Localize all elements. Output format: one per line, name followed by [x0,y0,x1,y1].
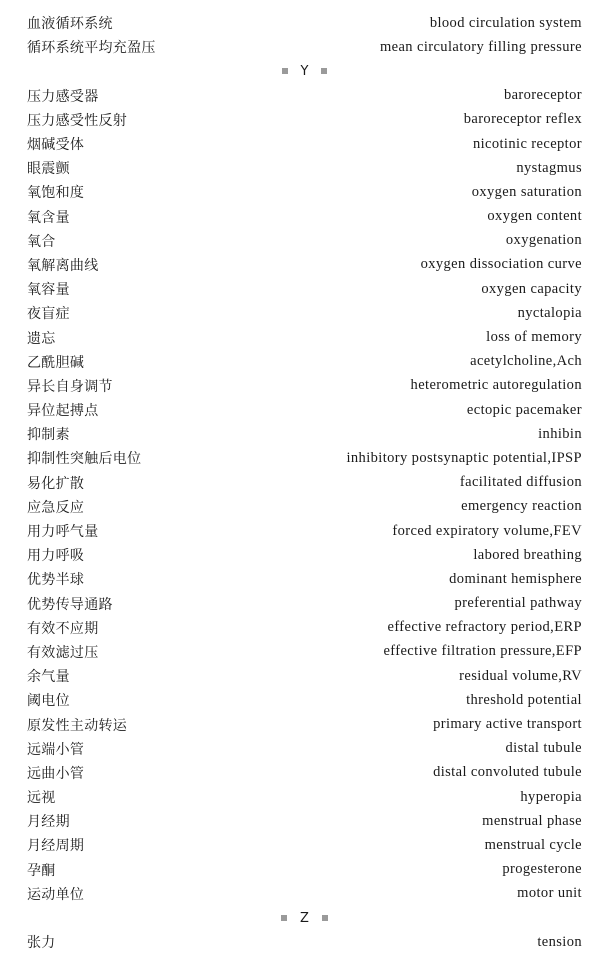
chinese-term: 月经周期 [27,838,85,855]
english-term: facilitated diffusion [459,474,582,491]
chinese-term: 抑制性突触后电位 [27,451,142,468]
english-term: oxygen capacity [481,280,582,297]
english-term: progesterone [502,861,582,878]
english-term: oxygenation [505,232,582,249]
section-divider [0,906,609,930]
english-term: hyperopia [520,788,582,805]
chinese-term: 血液循环系统 [27,16,113,33]
english-term: emergency reaction [461,498,582,515]
english-term: distal tubule [505,740,582,757]
english-term: preferential pathway [454,595,582,612]
glossary-entry [0,640,609,664]
english-term: ectopic pacemaker [466,401,582,418]
glossary-entry [0,398,609,422]
glossary-entry [0,519,609,543]
section-letter: Z [300,910,309,926]
glossary-entry [0,11,609,35]
glossary-entry [0,858,609,882]
glossary-entry [0,495,609,519]
english-term: loss of memory [486,329,582,346]
glossary-entry [0,350,609,374]
chinese-term: 异长自身调节 [27,378,113,395]
english-term: residual volume,RV [459,667,582,684]
english-term: inhibin [538,425,582,442]
chinese-term: 压力感受性反射 [27,112,128,129]
square-bullet-icon [282,68,288,74]
english-term: baroreceptor reflex [463,111,582,128]
chinese-term: 异位起搏点 [27,403,99,420]
chinese-term: 月经期 [27,814,70,831]
glossary-entry [0,712,609,736]
glossary-entry [0,688,609,712]
english-term: blood circulation system [429,14,582,31]
glossary-entry [0,325,609,349]
glossary-entry [0,446,609,470]
english-term: motor unit [517,885,582,902]
glossary-entry [0,301,609,325]
english-term: oxygen dissociation curve [420,256,582,273]
glossary-entry [0,229,609,253]
glossary-entry [0,84,609,108]
english-term: oxygen saturation [471,183,582,200]
english-term: primary active transport [433,716,582,733]
chinese-term: 氧合 [27,233,56,250]
glossary-entry [0,422,609,446]
chinese-term: 远曲小管 [27,765,85,782]
glossary-entry [0,664,609,688]
chinese-term: 应急反应 [27,499,85,516]
english-term: nystagmus [516,159,582,176]
glossary-entry [0,35,609,59]
chinese-term: 张力 [27,935,56,952]
english-term: nyctalopia [517,304,582,321]
glossary-entry [0,132,609,156]
english-term: oxygen content [487,208,582,225]
chinese-term: 优势半球 [27,572,85,589]
glossary-entry [0,374,609,398]
english-term: effective filtration pressure,EFP [383,643,582,660]
glossary-entry [0,277,609,301]
english-term: labored breathing [473,546,582,563]
square-bullet-icon [321,68,327,74]
glossary-entry [0,785,609,809]
chinese-term: 原发性主动转运 [27,717,128,734]
chinese-term: 有效不应期 [27,620,99,637]
english-term: inhibitory postsynaptic potential,IPSP [346,449,582,466]
glossary-entry [0,108,609,132]
glossary-entry [0,616,609,640]
chinese-term: 阈电位 [27,693,70,710]
chinese-term: 孕酮 [27,862,56,879]
glossary-list [0,11,609,954]
chinese-term: 遗忘 [27,330,56,347]
glossary-entry [0,253,609,277]
glossary-entry [0,156,609,180]
glossary-entry [0,205,609,229]
english-term: baroreceptor [503,87,582,104]
glossary-entry [0,180,609,204]
chinese-term: 抑制素 [27,427,70,444]
square-bullet-icon [281,915,287,921]
english-term: distal convoluted tubule [433,764,582,781]
english-term: menstrual phase [482,812,582,829]
glossary-entry [0,882,609,906]
glossary-entry [0,761,609,785]
chinese-term: 优势传导通路 [27,596,113,613]
english-term: nicotinic receptor [472,135,582,152]
chinese-term: 余气量 [27,669,70,686]
english-term: mean circulatory filling pressure [379,38,582,55]
glossary-entry [0,930,609,954]
chinese-term: 有效滤过压 [27,644,99,661]
chinese-term: 易化扩散 [27,475,85,492]
glossary-entry [0,833,609,857]
english-term: acetylcholine,Ach [470,353,582,370]
glossary-entry [0,543,609,567]
english-term: effective refractory period,ERP [387,619,582,636]
chinese-term: 氧含量 [27,209,70,226]
english-term: forced expiratory volume,FEV [392,522,582,539]
english-term: dominant hemisphere [449,570,582,587]
chinese-term: 用力呼气量 [27,524,99,541]
glossary-entry [0,592,609,616]
section-letter: Y [300,63,309,79]
glossary-entry [0,737,609,761]
chinese-term: 夜盲症 [27,306,70,323]
english-term: tension [537,933,582,950]
chinese-term: 远端小管 [27,741,85,758]
chinese-term: 远视 [27,790,56,807]
english-term: menstrual cycle [484,836,582,853]
chinese-term: 压力感受器 [27,88,99,105]
english-term: threshold potential [466,691,582,708]
chinese-term: 氧饱和度 [27,185,85,202]
chinese-term: 运动单位 [27,886,85,903]
chinese-term: 乙酰胆碱 [27,354,85,371]
chinese-term: 烟碱受体 [27,137,85,154]
glossary-entry [0,809,609,833]
chinese-term: 氧容量 [27,282,70,299]
chinese-term: 循环系统平均充盈压 [27,40,156,57]
english-term: heterometric autoregulation [410,377,582,394]
square-bullet-icon [322,915,328,921]
glossary-entry [0,567,609,591]
section-divider [0,59,609,83]
glossary-entry [0,471,609,495]
chinese-term: 用力呼吸 [27,548,85,565]
chinese-term: 氧解离曲线 [27,257,99,274]
chinese-term: 眼震颤 [27,161,70,178]
